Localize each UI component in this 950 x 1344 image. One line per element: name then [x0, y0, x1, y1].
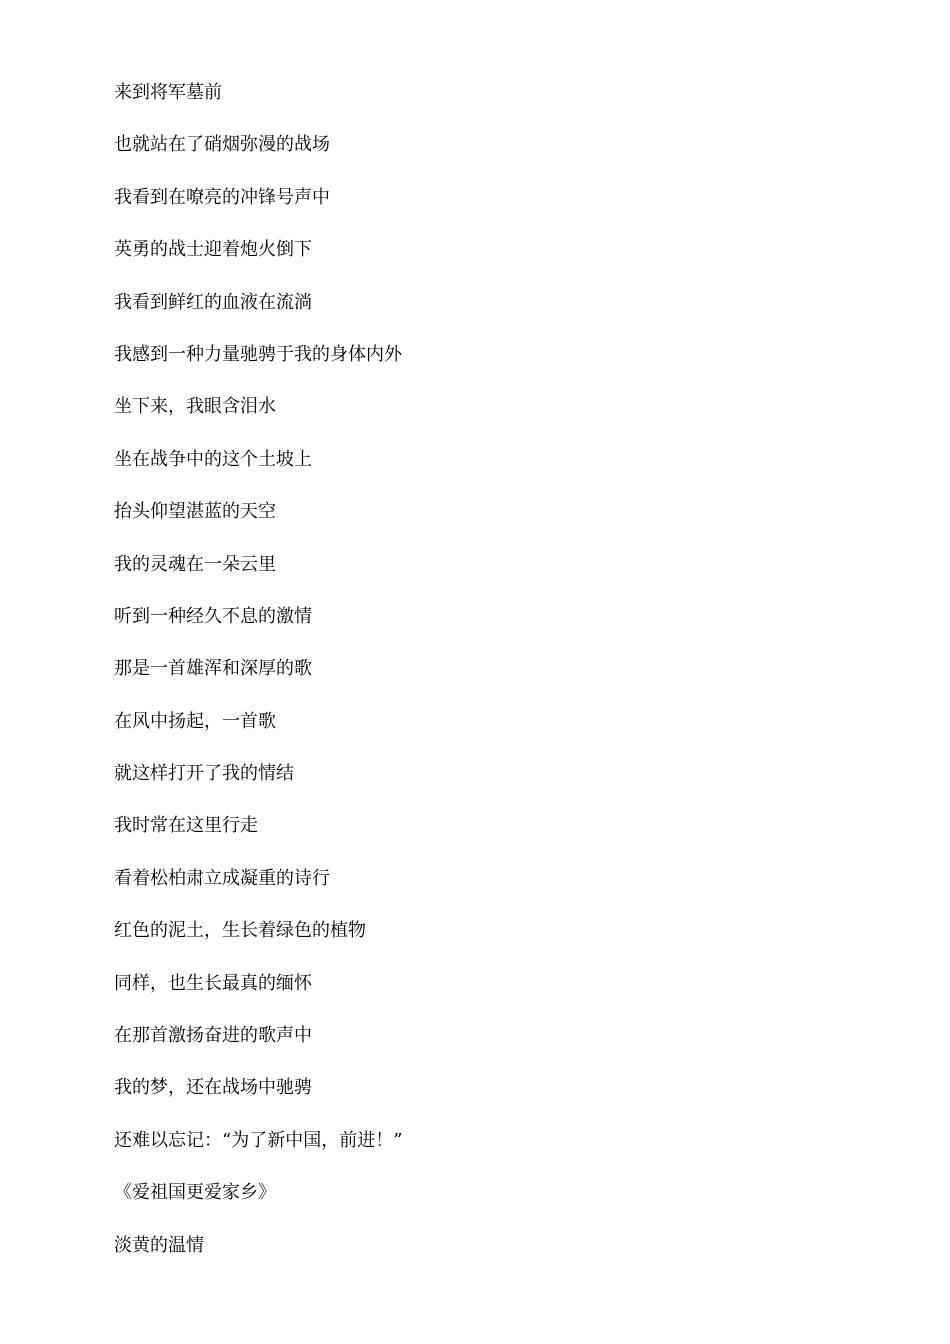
poem-line: 我的灵魂在一朵云里	[114, 553, 276, 575]
poem-line: 我的梦，还在战场中驰骋	[114, 1077, 312, 1099]
poem-line: 英勇的战士迎着炮火倒下	[114, 239, 312, 261]
poem-line: 还难以忘记：“为了新中国，前进！”	[114, 1129, 403, 1151]
poem-line: 在风中扬起，一首歌	[114, 710, 276, 732]
poem-line: 来到将军墓前	[114, 82, 222, 103]
poem-line: 在那首激扬奋进的歌声中	[114, 1025, 312, 1047]
poem-line: 那是一首雄浑和深厚的歌	[114, 658, 312, 680]
section-title: 《爱祖国更爱家乡》	[114, 1182, 276, 1204]
poem-line: 淡黄的温情	[114, 1234, 204, 1256]
poem-line: 就这样打开了我的情结	[114, 763, 294, 785]
poem-line: 我感到一种力量驰骋于我的身体内外	[114, 343, 402, 365]
poem-line: 听到一种经久不息的激情	[114, 605, 312, 627]
poem-line: 我看到在嘹亮的冲锋号声中	[114, 186, 330, 208]
poem-line: 坐在战争中的这个土坡上	[114, 448, 312, 470]
poem-line: 我看到鲜红的血液在流淌	[114, 291, 312, 313]
poem-line: 同样，也生长最真的缅怀	[114, 972, 312, 994]
poem-line: 看着松柏肃立成凝重的诗行	[114, 867, 330, 889]
poem-line: 也就站在了硝烟弥漫的战场	[114, 134, 330, 156]
poem-lines	[114, 80, 894, 1285]
poem-line: 抬头仰望湛蓝的天空	[114, 501, 276, 523]
poem-line: 我时常在这里行走	[114, 815, 258, 837]
poem-line: 红色的泥土，生长着绿色的植物	[114, 920, 366, 942]
poem-line: 坐下来，我眼含泪水	[114, 396, 276, 418]
